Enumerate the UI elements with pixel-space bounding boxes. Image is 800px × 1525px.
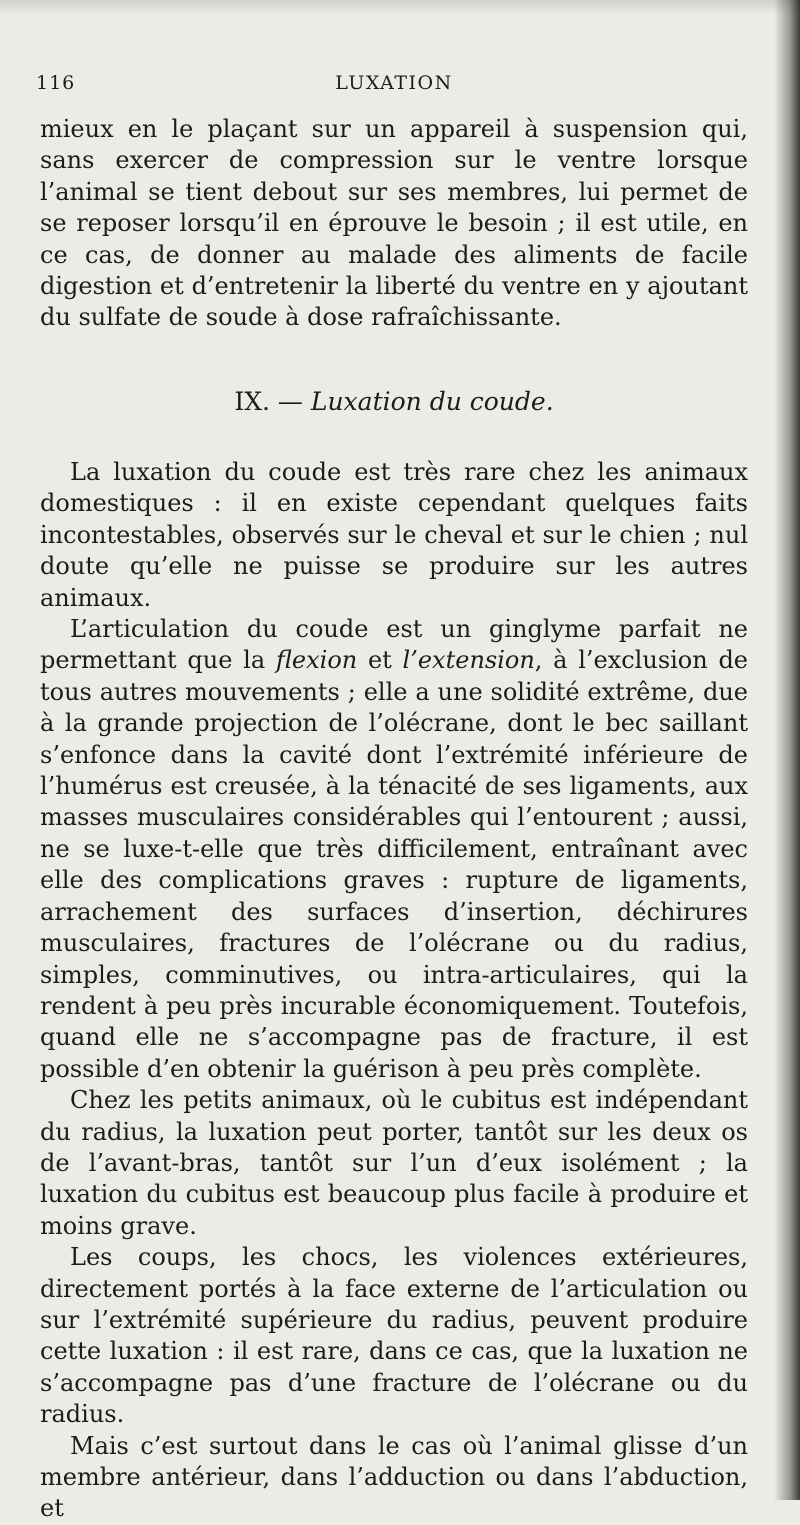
paragraph-2-part-2: et <box>357 646 403 675</box>
page-binding-shadow <box>774 0 800 1500</box>
paragraph-2-emphasis-extension: l’extension <box>402 646 535 675</box>
section-heading <box>40 386 748 418</box>
paragraph-3: Chez les petits animaux, où le cubitus est indépendant du radius, la luxation peut porter, tantôt sur les deux os de l’avant-bras, tantôt sur l’un d’eux isolément ; la luxation du cubitus est beaucoup plus facile à produire et moins grave. <box>40 1086 748 1240</box>
intro-paragraph: mieux en le plaçant sur un appareil à suspension qui, sans exercer de compression sur le ventre lorsque l’animal se tient debout sur ses membres, lui permet de se reposer lorsqu’il en éprouve le besoin ; il est utile, en ce cas, de donner au malade des aliments de facile digestion et d’entretenir la liberté du ventre en y ajoutant du sulfate de soude à dose rafraîchissante. <box>40 115 748 332</box>
section-title: Luxation du coude. <box>310 387 554 416</box>
paragraph-5: Mais c’est surtout dans le cas où l’animal glisse d’un membre antérieur, dans l’adduction ou dans l’abduction, et <box>40 1431 748 1523</box>
body-text-block <box>40 457 748 1525</box>
paragraph-2 <box>40 614 748 1085</box>
running-title: LUXATION <box>335 72 453 94</box>
page-header <box>36 72 752 102</box>
paragraph-2-emphasis-flexion: flexion <box>275 646 358 675</box>
paragraph-2-part-3: , à l’exclusion de tous autres mouvements ; elle a une solidité extrême, due à la grande projection de l’olécrane, dont le bec saillant s’enfonce dans la cavité dont l’extrémité inférieure de l’humérus est creusée, à la ténacité de ses ligaments, aux masses musculaires considérables qui l’entourent ; aussi, ne se luxe-t-elle que très difficilement, entraînant avec elle des complications graves : rupture de ligaments, arrachement des surfaces d’insertion, déchirures musculaires, fractures de l’olécrane ou du radius, simples, comminutives, ou intra-articulaires, qui la rendent à peu près incurable économiquement. Toutefois, quand elle ne s’accompagne pas de fracture, il est possible d’en obtenir la guérison à peu près complète. <box>40 646 749 1083</box>
paragraph-4: Les coups, les chocs, les violences extérieures, directement portés à la face externe de l’articulation ou sur l’extrémité supérieure du radius, peuvent produire cette luxation : il est rare, dans ce cas, que la luxation ne s’accompagne pas d’une fracture de l’olécrane ou du radius. <box>40 1243 748 1429</box>
paragraph-1: La luxation du coude est très rare chez les animaux domestiques : il en existe cependant quelques faits incontestables, observés sur le cheval et sur le chien ; nul doute qu’elle ne puisse se produire sur les autres animaux. <box>40 458 748 612</box>
page-number: 116 <box>36 72 76 94</box>
paragraph-2-part-1: L’articulation du coude est un ginglyme parfait ne permettant que la <box>40 615 748 675</box>
page-top-shadow <box>0 0 800 14</box>
intro-text-block <box>40 114 748 334</box>
section-number: IX. — <box>234 387 303 416</box>
